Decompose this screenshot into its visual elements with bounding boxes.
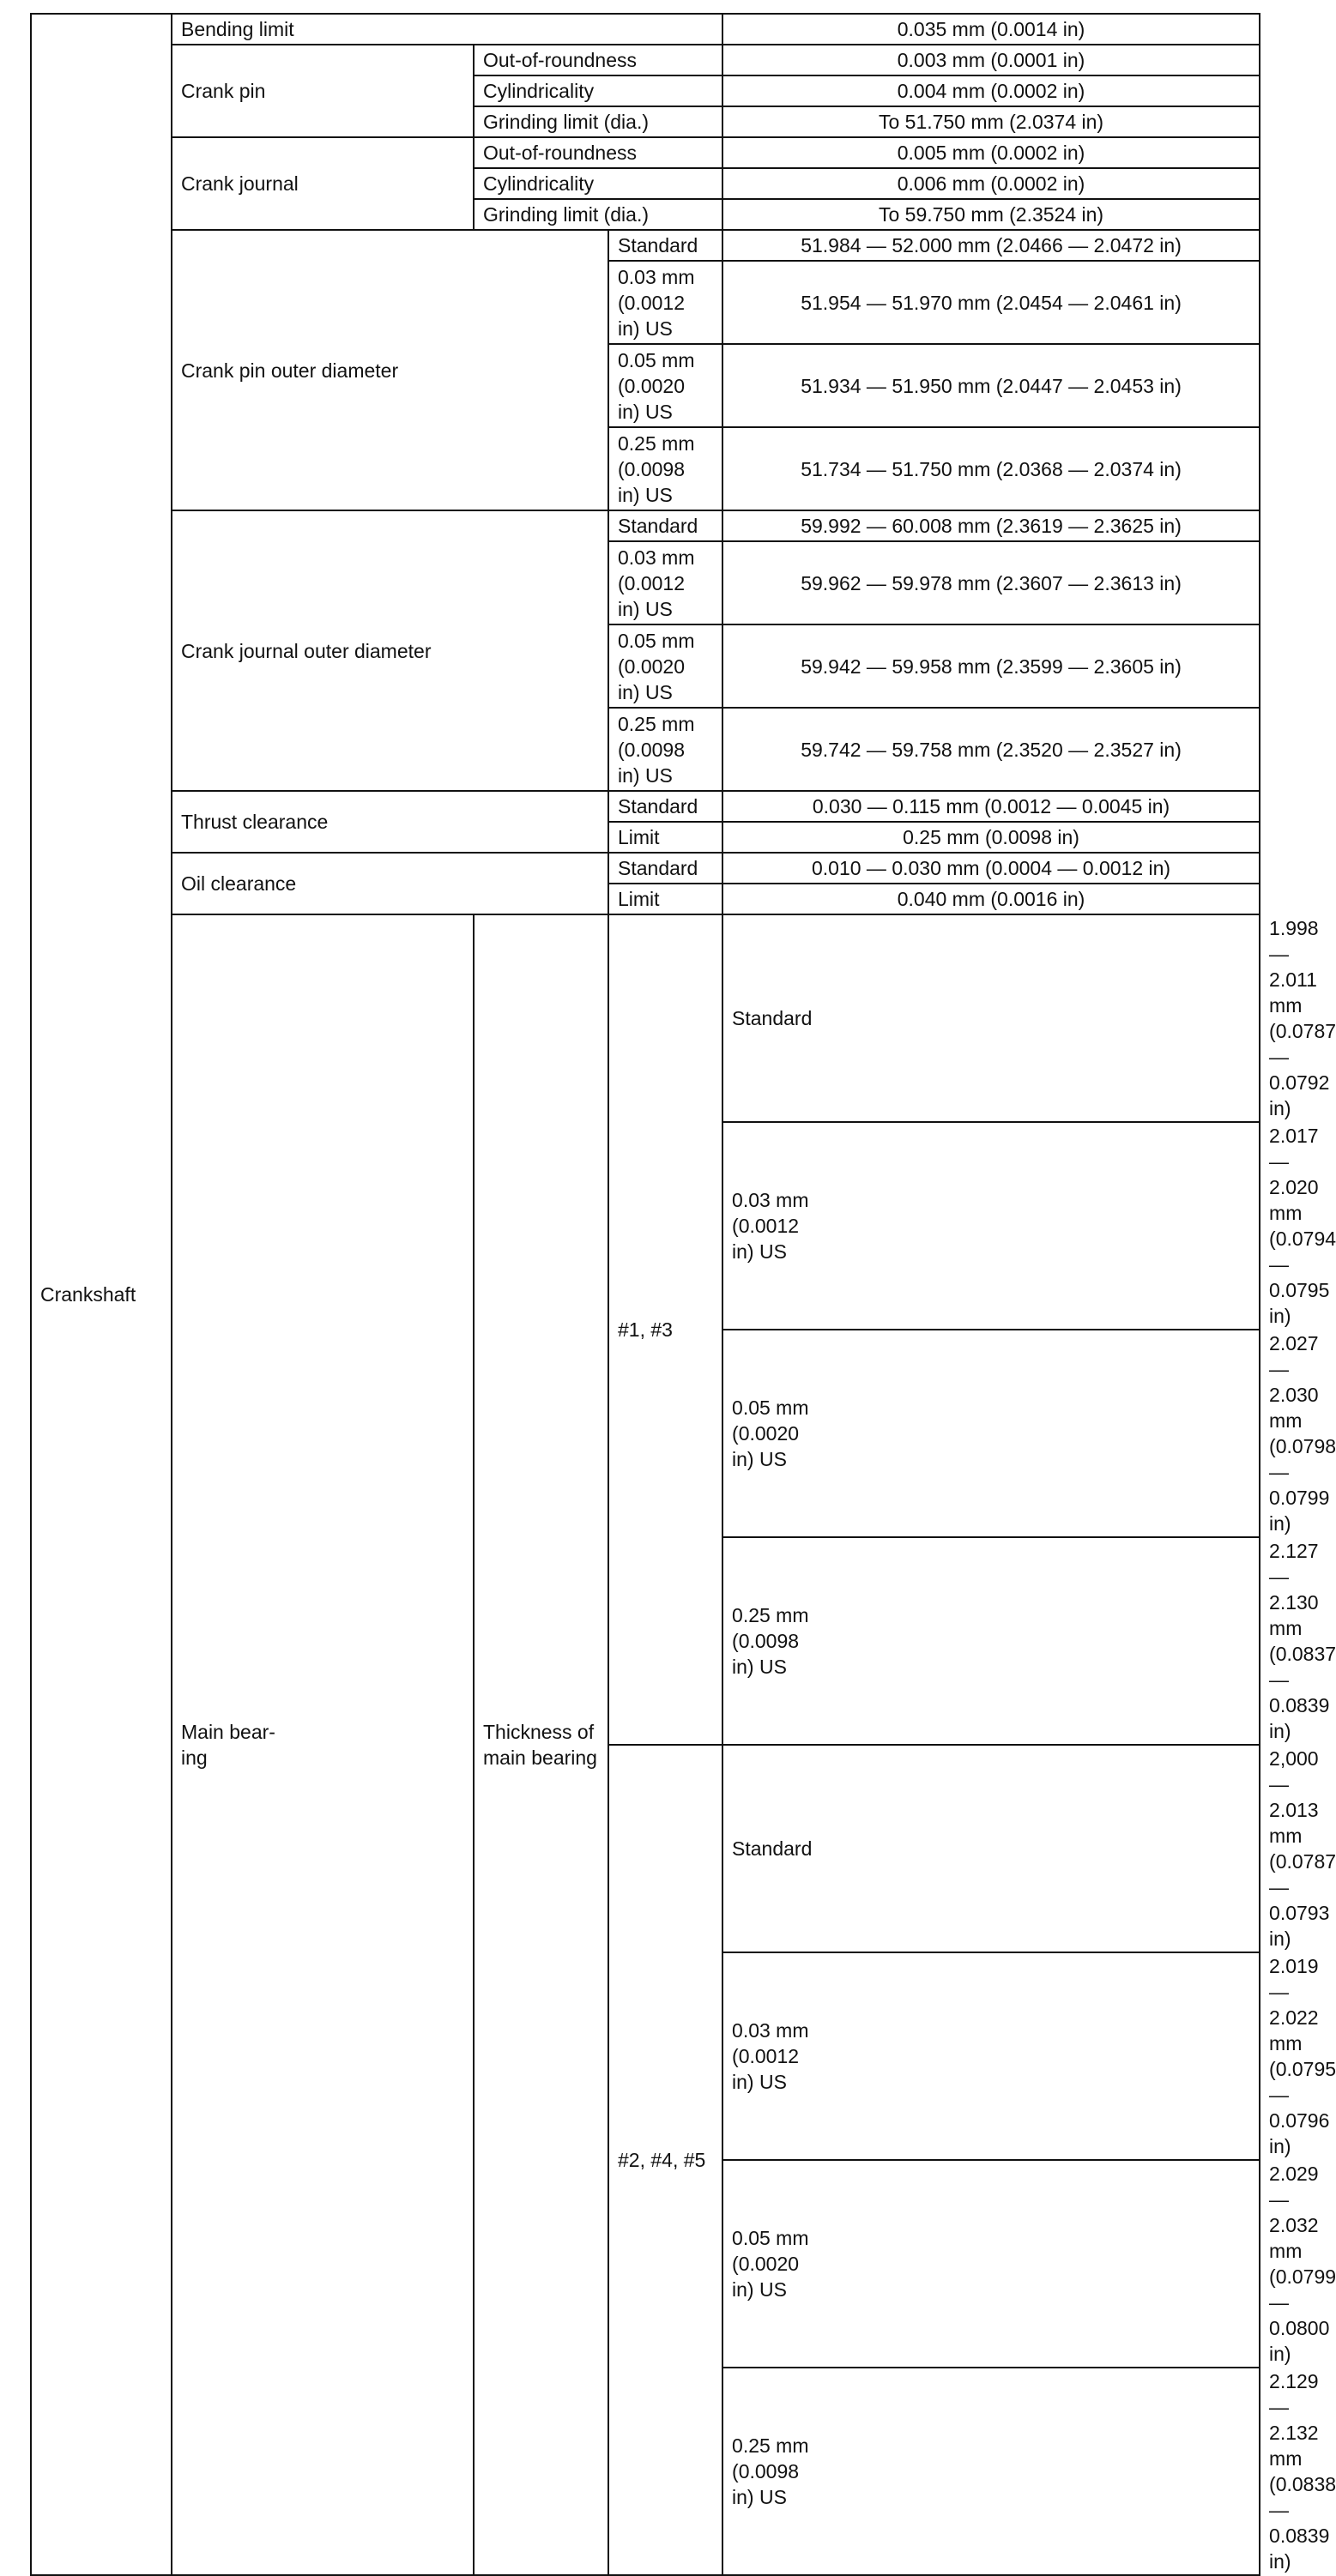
size-label: Standard: [608, 853, 722, 884]
size-label: 0.25 mm (0.0098 in) US: [608, 708, 722, 791]
spec-table: [30, 13, 1336, 2576]
spec-value: 51.734 — 51.750 mm (2.0368 — 2.0374 in): [722, 427, 1260, 510]
group-main-bearing: Main bear- ing: [172, 914, 474, 2575]
table-row: 0.05 mm (0.0020 in) US 2.027 — 2.030 mm (0.0798 — 0.0799 in): [31, 1330, 1260, 1537]
table-row: 0.03 mm (0.0012 in) US 2.019 — 2.022 mm (0.0795 — 0.0796 in): [31, 1952, 1260, 2160]
size-label: 0.05 mm (0.0020 in) US: [722, 2160, 1260, 2368]
spec-value: 0.010 — 0.030 mm (0.0004 — 0.0012 in): [722, 853, 1260, 884]
spec-value: 0.25 mm (0.0098 in): [722, 822, 1260, 853]
table-row: 0.25 mm (0.0098 in) US 2.129 — 2.132 mm (0.0838 — 0.0839 in): [31, 2368, 1260, 2575]
bearing-group-label: #2, #4, #5: [608, 1745, 722, 2575]
size-label: 0.03 mm (0.0012 in) US: [722, 1952, 1260, 2160]
table-row: [31, 230, 1260, 261]
spec-value: 0.030 — 0.115 mm (0.0012 — 0.0045 in): [722, 791, 1260, 822]
spec-value: 51.934 — 51.950 mm (2.0447 — 2.0453 in): [722, 344, 1260, 427]
table-row: [31, 137, 1260, 168]
spec-value: To 51.750 mm (2.0374 in): [722, 106, 1260, 137]
table-row: [31, 853, 1260, 884]
size-label: 0.05 mm (0.0020 in) US: [608, 344, 722, 427]
size-label: 0.03 mm (0.0012 in) US: [608, 261, 722, 344]
table-row: [31, 510, 1260, 541]
spec-value: To 59.750 mm (2.3524 in): [722, 199, 1260, 230]
spec-label: Oil clearance: [172, 853, 608, 914]
size-label: Standard: [722, 914, 1260, 1122]
sub-label: Out-of-roundness: [474, 137, 722, 168]
table-row: 0.25 mm (0.0098 in) US 2.127 — 2.130 mm (0.0837 — 0.0839 in): [31, 1537, 1260, 1745]
spec-value: 59.942 — 59.958 mm (2.3599 — 2.3605 in): [722, 624, 1260, 708]
size-label: 0.25 mm (0.0098 in) US: [722, 2368, 1260, 2575]
spec-value: 59.742 — 59.758 mm (2.3520 — 2.3527 in): [722, 708, 1260, 791]
size-label: 0.03 mm (0.0012 in) US: [608, 541, 722, 624]
spec-label: Crank journal outer diameter: [172, 510, 608, 791]
table-row: [31, 45, 1260, 75]
spec-value: 0.004 mm (0.0002 in): [722, 75, 1260, 106]
size-label: Standard: [722, 1745, 1260, 1952]
size-label: Limit: [608, 884, 722, 914]
group-crankshaft: Crankshaft: [31, 14, 172, 2575]
spec-value: 51.954 — 51.970 mm (2.0454 — 2.0461 in): [722, 261, 1260, 344]
spec-value: 0.003 mm (0.0001 in): [722, 45, 1260, 75]
spec-label: Thrust clearance: [172, 791, 608, 853]
table-row: Main bear- ing Thickness of main bearing #1, #3 Standard 1.998 — 2.011 mm (0.0787 — 0.0792 in): [31, 914, 1260, 1122]
spec-value: 0.005 mm (0.0002 in): [722, 137, 1260, 168]
size-label: 0.25 mm (0.0098 in) US: [722, 1537, 1260, 1745]
sub-label: Out-of-roundness: [474, 45, 722, 75]
table-row: [31, 791, 1260, 822]
spec-label: Crank journal: [172, 137, 474, 230]
table-row: 0.05 mm (0.0020 in) US 2.029 — 2.032 mm (0.0799 — 0.0800 in): [31, 2160, 1260, 2368]
sub-label: Grinding limit (dia.): [474, 106, 722, 137]
table-row: #2, #4, #5 Standard 2,000 — 2.013 mm (0.0787 — 0.0793 in): [31, 1745, 1260, 1952]
size-label: Standard: [608, 791, 722, 822]
spec-value: 59.962 — 59.978 mm (2.3607 — 2.3613 in): [722, 541, 1260, 624]
spec-label: Thickness of main bearing: [474, 914, 608, 2575]
spec-label: Bending limit: [172, 14, 722, 45]
spec-value: 0.006 mm (0.0002 in): [722, 168, 1260, 199]
size-label: Standard: [608, 230, 722, 261]
size-label: Standard: [608, 510, 722, 541]
sub-label: Cylindricality: [474, 168, 722, 199]
size-label: 0.25 mm (0.0098 in) US: [608, 427, 722, 510]
spec-value: 51.984 — 52.000 mm (2.0466 — 2.0472 in): [722, 230, 1260, 261]
size-label: 0.05 mm (0.0020 in) US: [608, 624, 722, 708]
spec-label: Crank pin: [172, 45, 474, 137]
bearing-group-label: #1, #3: [608, 914, 722, 1745]
sub-label: Grinding limit (dia.): [474, 199, 722, 230]
size-label: 0.03 mm (0.0012 in) US: [722, 1122, 1260, 1330]
table-row: 0.03 mm (0.0012 in) US 2.017 — 2.020 mm (0.0794 — 0.0795 in): [31, 1122, 1260, 1330]
table-row: [31, 14, 1260, 45]
size-label: Limit: [608, 822, 722, 853]
size-label: 0.05 mm (0.0020 in) US: [722, 1330, 1260, 1537]
spec-value: 0.035 mm (0.0014 in): [722, 14, 1260, 45]
spec-value: 59.992 — 60.008 mm (2.3619 — 2.3625 in): [722, 510, 1260, 541]
spec-value: 0.040 mm (0.0016 in): [722, 884, 1260, 914]
sub-label: Cylindricality: [474, 75, 722, 106]
spec-label: Crank pin outer diameter: [172, 230, 608, 510]
